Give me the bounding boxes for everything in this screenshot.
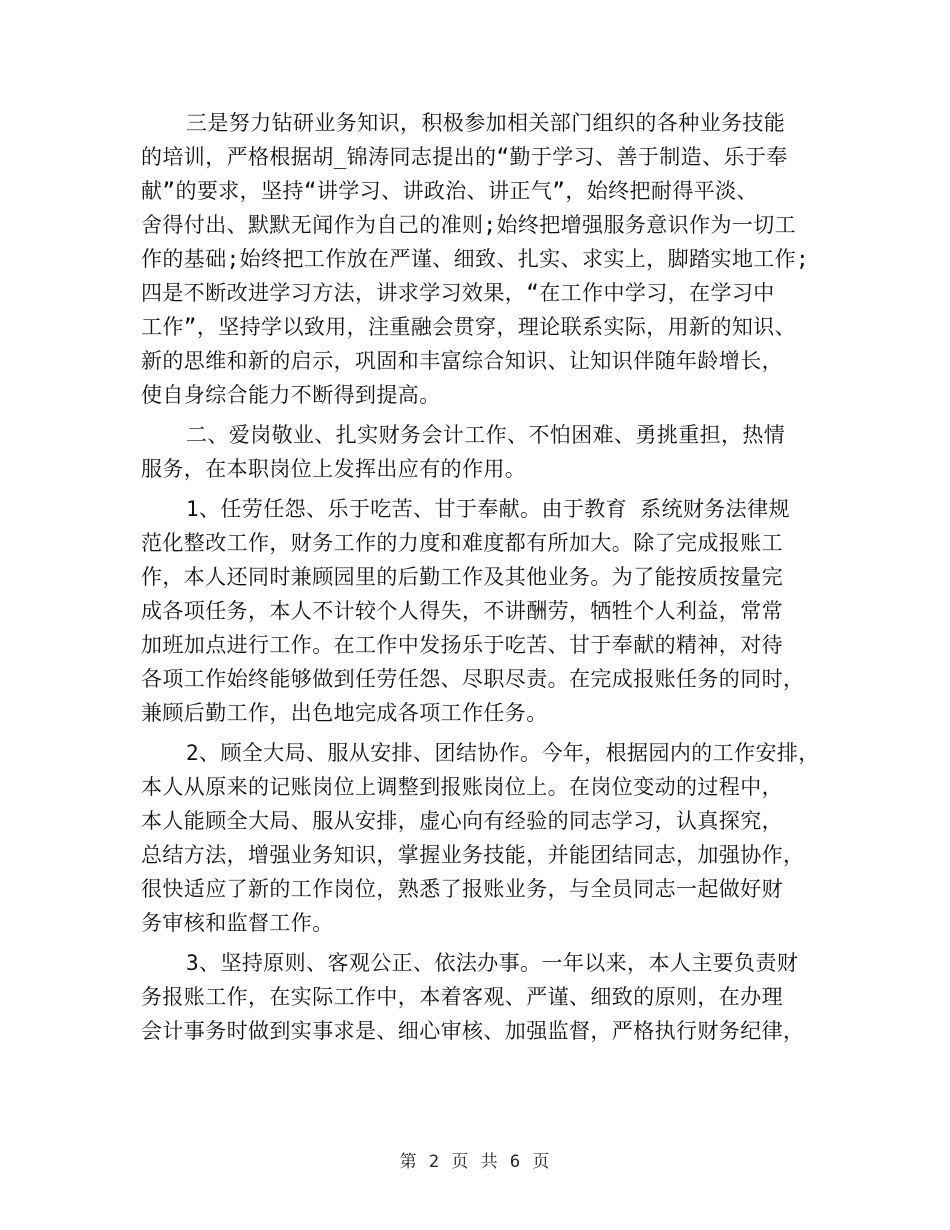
paragraph-line: 2、顾全大局、服从安排、团结协作。今年，根据园内的工作安排， xyxy=(186,741,820,765)
page-footer xyxy=(0,1147,950,1172)
paragraph-line: 范化整改工作，财务工作的力度和难度都有所加大。除了完成报账工 xyxy=(141,531,783,555)
paragraph-line: 成各项任务，本人不计较个人得失，不讲酬劳，牺牲个人利益，常常 xyxy=(141,599,783,623)
paragraph-line: 工作”，坚持学以致用，注重融会贯穿，理论联系实际，用新的知识、 xyxy=(141,315,797,339)
paragraph-line: 四是不断改进学习方法，讲求学习效果，“在工作中学习，在学习中 xyxy=(141,281,775,305)
paragraph-line: 作，本人还同时兼顾园里的后勤工作及其他业务。为了能按质按量完 xyxy=(141,565,783,589)
paragraph-line: 各项工作始终能够做到任劳任怨、尽职尽责。在完成报账任务的同时， xyxy=(141,667,805,691)
paragraph-line: 的培训，严格根据胡_锦涛同志提出的“勤于学习、善于制造、乐于奉 xyxy=(141,145,788,169)
paragraph-line: 本人能顾全大局、服从安排，虚心向有经验的同志学习，认真探究， xyxy=(141,809,783,833)
paragraph-line: 1、任劳任怨、乐于吃苦、甘于奉献。由于教育 系统财务法律规 xyxy=(186,497,790,521)
paragraph-line: 加班加点进行工作。在工作中发扬乐于吃苦、甘于奉献的精神，对待 xyxy=(141,633,783,657)
section-heading-line: 服务，在本职岗位上发挥出应有的作用。 xyxy=(141,457,527,481)
paragraph-line: 本人从原来的记账岗位上调整到报账岗位上。在岗位变动的过程中， xyxy=(141,775,783,799)
body-text xyxy=(141,106,831,1048)
paragraph-line: 会计事务时做到实事求是、细心审核、加强监督，严格执行财务纪律， xyxy=(141,1019,805,1043)
paragraph-line: 务报账工作，在实际工作中，本着客观、严谨、细致的原则，在办理 xyxy=(141,985,783,1009)
paragraph-line: 献”的要求，坚持“讲学习、讲政治、讲正气”，始终把耐得平淡、 xyxy=(141,179,758,203)
paragraph-line: 兼顾后勤工作，出色地完成各项工作任务。 xyxy=(141,701,548,725)
paragraph-line: 三是努力钻研业务知识，积极参加相关部门组织的各种业务技能 xyxy=(186,111,786,135)
paragraph-line: 舍得付出、默默无闻作为自己的准则;始终把增强服务意识作为一切工 xyxy=(141,213,797,237)
page-number-label: 第 2 页 共 6 页 xyxy=(399,1152,551,1172)
section-heading-line: 二、爱岗敬业、扎实财务会计工作、不怕困难、勇挑重担，热情 xyxy=(186,423,786,447)
paragraph-line: 新的思维和新的启示，巩固和丰富综合知识、让知识伴随年龄增长， xyxy=(141,349,783,373)
paragraph-line: 很快适应了新的工作岗位，熟悉了报账业务，与全员同志一起做好财 xyxy=(141,877,783,901)
paragraph-line: 总结方法，增强业务知识，掌握业务技能，并能团结同志，加强协作， xyxy=(141,843,805,867)
paragraph-line: 作的基础;始终把工作放在严谨、细致、扎实、求实上，脚踏实地工作; xyxy=(141,247,810,271)
paragraph-line: 使自身综合能力不断得到提高。 xyxy=(141,383,441,407)
paragraph-line: 3、坚持原则、客观公正、依法办事。一年以来，本人主要负责财 xyxy=(186,951,799,975)
paragraph-line: 务审核和监督工作。 xyxy=(141,911,334,935)
